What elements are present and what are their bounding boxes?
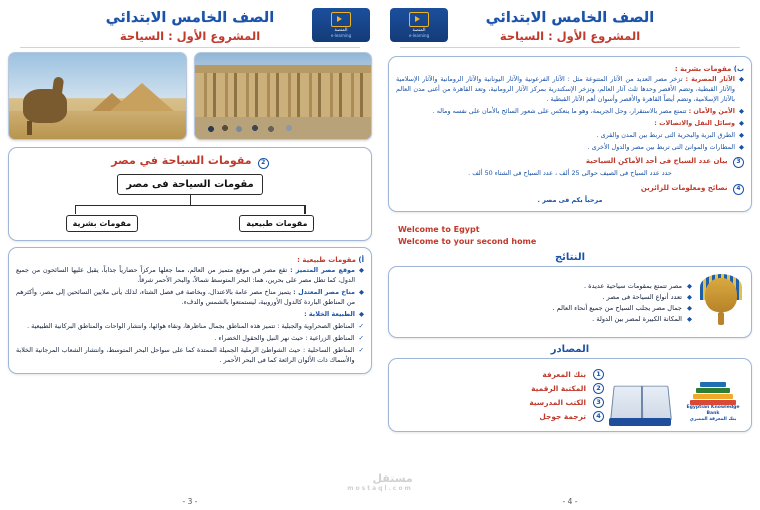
natural-item-climate-body — [16, 288, 355, 308]
nature-bullet-desert-text: المناطق الصحراوية والجبلية : تتميز هذه المناطق بجمال مناظرها، ونقاء هوائها، وانتشار الواحات والمناطق البركانية الطبيعية . — [27, 322, 355, 330]
logo-line-1: المنصة — [334, 27, 348, 33]
advice-title: نصائح ومعلومات للزائرين — [640, 184, 728, 193]
diamond-icon: ◆ — [739, 130, 744, 139]
section-number: 2 — [258, 158, 269, 169]
nature-bullet-agriculture-text: المناطق الزراعية : حيث نهر النيل والحقول الخضراء . — [214, 333, 355, 342]
header-divider — [20, 47, 360, 48]
human-heading — [396, 65, 744, 73]
human-heading-number: ب) — [733, 65, 744, 73]
pyramids-camel-photo — [8, 52, 187, 140]
human-item-antiquities-label: الآثار المصرية : — [685, 75, 735, 83]
book-base — [609, 418, 671, 426]
results-card — [388, 266, 752, 338]
play-icon — [331, 12, 351, 27]
tutankhamun-mask-art — [698, 274, 744, 330]
diamond-icon: ◆ — [739, 142, 744, 151]
source-number-2: 2 — [593, 383, 604, 394]
natural-item-climate — [16, 288, 364, 308]
source-item-4 — [396, 411, 604, 422]
play-icon — [409, 12, 429, 27]
photo-row — [8, 52, 372, 140]
check-icon: ✓ — [358, 333, 364, 342]
result-item-1 — [396, 282, 692, 290]
stats-title: بيان عدد السياح فى أحد الأماكن السياحية — [585, 157, 728, 166]
diagram-connector — [15, 195, 365, 205]
natural-item-climate-label: مناخ مصر المعتدل : — [293, 288, 355, 297]
natural-item-climate-text: يتميز مناخ مصر عامة بالاعتدال، وبخاصة فى فصل الشتاء، لذلك يأتى ملايين السائحين إلى مصر، وأكثرهم من المناطق الباردة كالدول الأوروبية، ليستمتعوا بالشمس والدفء. — [16, 288, 355, 307]
source-item-3 — [396, 397, 604, 408]
advice-number: 4 — [733, 184, 744, 195]
stats-number: 3 — [733, 157, 744, 168]
page-4 — [380, 0, 760, 510]
camel — [23, 89, 67, 123]
grade-title: الصف الخامس الابتدائي — [485, 10, 655, 26]
result-item-4-text: المكانة الكبيرة لمصر بين الدولة . — [592, 314, 682, 323]
human-heading-text: مقومات بشرية : — [674, 65, 732, 73]
nature-bullet-coastal — [16, 346, 364, 366]
result-item-2-text: تعدد أنواع السياحة فى مصر . — [602, 292, 682, 301]
human-item-transport-label: وسائل النقل والاتصالات : — [654, 118, 735, 127]
watermark-sub: mostaql.com — [347, 485, 413, 492]
diamond-icon: ◆ — [359, 310, 364, 319]
result-item-4 — [396, 315, 692, 323]
natural-item-location — [16, 266, 364, 286]
natural-item-nature-label: الطبيعة الخلابة : — [304, 310, 355, 319]
human-item-security-body — [433, 107, 735, 117]
nature-bullet-agriculture — [16, 334, 364, 344]
natural-item-nature — [16, 310, 364, 320]
natural-heading-text: مقومات طبيعية : — [297, 256, 356, 265]
natural-heading — [16, 256, 364, 264]
watermark — [347, 472, 412, 492]
human-item-transport — [396, 119, 744, 129]
diagram-children-row — [15, 215, 365, 232]
nature-bullet-coastal-text: المناطق الساحلية : حيث الشواطئ الرملية الجميلة الممتدة كما على سواحل البحر المتوسط، وانتشار الشعاب المرجانية الخلابة والأسماك ذات الألوان الرائعة كما فى البحر الأحمر . — [16, 345, 355, 364]
project-title: المشروع الأول : السياحة — [119, 29, 261, 43]
human-item-antiquities-text: تزخر مصر العديد من الآثار المتنوعة مثل : الآثار الفرعونية والآثار اليونانية والآثار الرومانية والآثار الإسلامية والآثار القبطية، وتضم الأقصر وحدها ثلث آثار العالم، وتزخر الإسكندرية بمركز الآثار الرومانية، وتعد القاهرة من أغنى مدن العالم بالآثار الإسلامية، وتضم أيضاً القاهرة والأقصر وأسوان أهم الآثار القبطية . — [396, 75, 735, 103]
mask-beard — [718, 312, 724, 325]
stats-heading — [396, 157, 744, 168]
diamond-icon: ◆ — [687, 292, 692, 301]
source-text-2: المكتبة الرقمية — [531, 383, 586, 393]
temple-visitors — [205, 119, 373, 133]
diagram-root-row — [15, 172, 365, 195]
page-3-header — [8, 6, 372, 50]
natural-item-location-text: تقع مصر فى موقع متميز من العالم، مما جعلها مركزاً حضارياً جذاباً، يقبل عليها السائحون من جميع الدول، كما تطل مصر على بحرين، هما: البحر المتوسط شمالاً، والبحر الأحمر شرقاً. — [16, 266, 355, 285]
diagram-title-text: مقومات السياحة في مصر — [111, 154, 252, 167]
book-stack-icon — [682, 379, 744, 405]
school-logo — [312, 8, 370, 42]
diamond-icon: ◆ — [687, 303, 692, 312]
diagram-title — [15, 154, 365, 169]
page-4-header — [388, 6, 752, 50]
sources-title: المصادر — [550, 344, 590, 356]
source-text-4: ترجمة جوجل — [539, 411, 586, 421]
source-item-2 — [396, 383, 604, 394]
natural-item-location-label: موقع مصر المتميز : — [290, 266, 355, 275]
result-item-3-text: جمال مصر يجلب السياح من جميع أنحاء العالم . — [552, 303, 682, 312]
check-icon: ✓ — [358, 322, 364, 330]
tourism-components-diagram-card — [8, 147, 372, 241]
page-3-number: - 3 - — [182, 497, 198, 506]
source-text-1: بنك المعرفة — [542, 369, 586, 379]
ekb-caption-en: Egyptian Knowledge Bank — [686, 405, 740, 416]
diamond-icon: ◆ — [359, 288, 364, 297]
ekb-logo — [682, 379, 744, 422]
human-item-security-text: تتمتع مصر بالاستقرار، وحل الجريمة، وهو ما ينعكس على شعور السائح بالأمان على نفسه وماله . — [432, 106, 687, 115]
book-green — [696, 388, 730, 393]
transport-bullet-roads — [396, 131, 744, 141]
logo-line-1: المنصة — [412, 27, 426, 33]
diagram-branch-bar — [75, 205, 306, 206]
diamond-icon: ◆ — [739, 75, 744, 83]
diagram-child-natural: مقومات طبيعية — [239, 215, 314, 232]
sources-list — [396, 366, 604, 425]
diamond-icon: ◆ — [739, 106, 744, 115]
mask-face — [705, 278, 737, 312]
diamond-icon: ◆ — [687, 314, 692, 323]
welcome-line-2: Welcome to your second home — [398, 237, 537, 247]
diamond-icon: ◆ — [687, 281, 692, 290]
transport-bullet-roads-text: الطرق البرية والبحرية التى تربط بين المدن والقرى . — [596, 130, 735, 139]
source-text-3: الكتب المدرسية — [529, 397, 586, 407]
advice-heading — [396, 184, 744, 195]
welcome-line-1: Welcome to Egypt — [398, 225, 480, 235]
diamond-icon: ◆ — [359, 266, 364, 275]
diagram-root-node: مقومات السياحة فى مصر — [117, 174, 263, 195]
results-title: النتائج — [554, 252, 586, 264]
logo-line-2: e-learning — [330, 32, 352, 38]
sources-card — [388, 358, 752, 432]
source-number-3: 3 — [593, 397, 604, 408]
result-item-2 — [396, 293, 692, 301]
result-item-3 — [396, 304, 692, 312]
welcome-block — [388, 218, 752, 250]
result-item-1-text: مصر تتمتع بمقومات سياحية عديدة . — [583, 281, 682, 290]
natural-item-location-body — [16, 266, 355, 286]
advice-text: مرحباً بكم فى مصر . — [537, 196, 603, 205]
open-book-icon — [610, 386, 672, 421]
sources-art — [612, 364, 744, 426]
logo-line-2: e-learning — [408, 32, 430, 38]
diagram-child-human: مقومات بشرية — [66, 215, 138, 232]
human-item-security-label: الأمن والأمان : — [688, 106, 735, 115]
temple-photo — [194, 52, 373, 140]
grade-title: الصف الخامس الابتدائي — [105, 10, 275, 26]
stats-text: حدد عدد السياح فى الصيف حوالى 25 ألف ، عدد السياح فى الشتاء 50 ألف . — [468, 169, 672, 178]
natural-components-card — [8, 247, 372, 373]
project-title: المشروع الأول : السياحة — [499, 29, 641, 43]
diamond-icon: ◆ — [739, 118, 744, 127]
transport-bullet-ports — [396, 143, 744, 153]
human-item-security — [396, 107, 744, 117]
book-red — [690, 400, 736, 405]
human-item-antiquities-body — [396, 75, 735, 105]
book-blue — [700, 382, 726, 387]
human-components-card — [388, 56, 752, 212]
transport-bullet-ports-text: المطارات والموانئ التى تربط بين مصر والدول الأخرى . — [587, 142, 735, 151]
pyramid-large — [108, 83, 176, 113]
header-divider — [400, 47, 740, 48]
page-4-number: - 4 - — [562, 497, 578, 506]
ekb-caption-ar: بنك المعرفة المصري — [689, 416, 737, 422]
watermark-text: مستقل — [372, 472, 413, 485]
source-item-1 — [396, 369, 604, 380]
check-icon: ✓ — [358, 345, 364, 354]
source-number-1: 1 — [593, 369, 604, 380]
school-logo — [390, 8, 448, 42]
human-item-antiquities — [396, 75, 744, 105]
nature-bullet-desert — [16, 322, 364, 332]
source-number-4: 4 — [593, 411, 604, 422]
book-orange — [693, 394, 733, 399]
natural-heading-number: أ) — [358, 256, 364, 265]
